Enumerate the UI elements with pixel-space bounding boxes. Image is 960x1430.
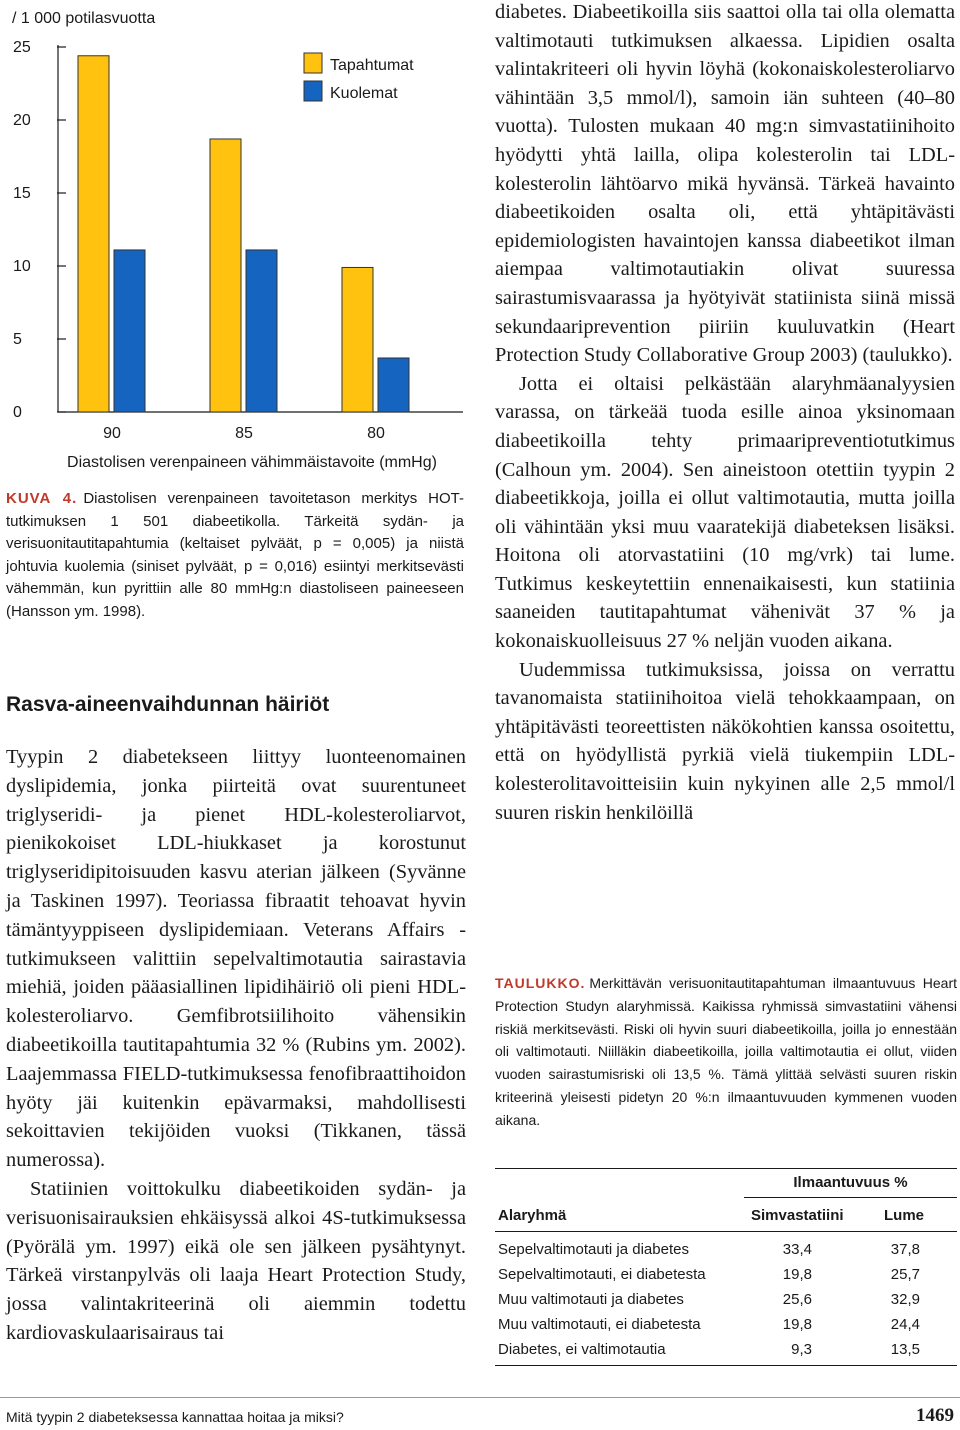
running-footer: Mitä tyypin 2 diabeteksessa kannattaa hoitaa ja miksi? (6, 1409, 344, 1425)
section-heading: Rasva-aineenvaihdunnan häiriöt (6, 693, 330, 716)
y-tick-label: 15 (13, 185, 31, 202)
table-cell-simva: 9,3 (791, 1341, 812, 1358)
bar-kuolemat-80 (378, 358, 409, 412)
bar-tapahtumat-85 (210, 139, 241, 412)
table-group-header: Ilmaantuvuus % (793, 1174, 908, 1191)
chart-unit-label: / 1 000 potilasvuotta (12, 10, 156, 27)
bar-tapahtumat-80 (342, 267, 373, 412)
table-cell-group: Diabetes, ei valtimotautia (498, 1341, 666, 1358)
legend-label-kuolemat: Kuolemat (330, 85, 398, 102)
table-caption (495, 972, 957, 1132)
bar-chart (0, 0, 475, 480)
figure-caption (6, 488, 464, 623)
figure-caption-text: Diastolisen verenpaineen tavoitetason merkitys HOT-tutkimuksen 1 501 diabeetikolla. Tärkeitä sydän- ja verisuonitautitapahtumia (keltaiset pylväät, p = 0,005) ja niistä johtuvia kuolemia (siniset pylväät, p = 0,016) esiintyi merkitsevästi vähemmän, kun pyrittiin alle 80 mmHg:n diastoliseen paineeseen (Hansson ym. 1998). (6, 490, 464, 620)
chart-legend (304, 53, 414, 102)
y-tick-label: 20 (13, 112, 31, 129)
legend-swatch-tapahtumat (304, 53, 322, 73)
x-tick-label: 85 (235, 425, 253, 442)
right-column-body (495, 0, 955, 827)
y-tick-label: 10 (13, 258, 31, 275)
paragraph: Statiinien voittokulku diabeetikoiden sydän- ja verisuonisairauksien ehkäisyssä alkoi 4S-tutkimuksessa (Pyörälä ym. 1997) eikä ole sen jälkeen pysähtynyt. Tärkeä virstanpylväs oli laaja Heart Protection Study, jossa valintakriteerinä oli aiemmin todettu kardiovaskulaarisairaus tai (6, 1177, 466, 1344)
table-cell-group: Muu valtimotauti ja diabetes (498, 1291, 684, 1308)
paragraph: Uudemmissa tutkimuksissa, joissa on verrattu tavanomaista statiinihoitoa vielä tehokkaampaan, on yhtäpitävästi teoreettisten näkökohtien kanssa osoitettu, että on hyödyllistä pyrkiä vielä tiukempiin LDL-kolesterolitavoitteisiin kuin nykyinen alle 2,5 mmol/l suuren riskin henkilöillä (495, 658, 955, 824)
chart-bars (78, 56, 409, 412)
table-label: TAULUKKO. (495, 975, 586, 991)
table-cell-lume: 25,7 (890, 1266, 920, 1283)
bar-kuolemat-90 (114, 250, 145, 412)
paragraph: diabetes. Diabeetikoilla siis saattoi olla tai olla olematta valtimotauti tutkimuksen alkaessa. Lipidien osalta valintakriteeri oli hyvin löyhä (kokonaiskolesteroliarvo vähintään 3,5 mmol/l), samoin iän suhteen (40–80 vuotta). Tulosten mukaan 40 mg:n simvastatiinihoito hyödytti yhtä lailla, olipa kolesterolin tai LDL-kolesterolin lähtöarvo mikä hyvänsä. Tärkeä havainto diabeetikoiden osalta oli, että yhtäpitävästi epidemiologisten havaintojen kanssa diabeetikot ilman aiempaa valtimotautiakin olivat suuressa sairastumisvaarassa ja hyötyivät statiinista siinä missä sekundaariprevention piiriin kuuluvatkin (Heart Protection Study Collaborative Group 2003) (taulukko). (495, 1, 955, 367)
bar-kuolemat-85 (246, 250, 277, 412)
y-tick-label: 5 (13, 331, 22, 348)
footer-rule (0, 1397, 960, 1398)
y-tick-label: 0 (13, 404, 22, 421)
table-top-rule (495, 1168, 957, 1169)
table-cell-lume: 24,4 (890, 1316, 920, 1333)
table-group-rule (744, 1197, 957, 1198)
table-cell-group: Muu valtimotauti, ei diabetesta (498, 1316, 701, 1333)
table-caption-text: Merkittävän verisuonitautitapahtuman ilmaantuvuus Heart Protection Studyn alaryhmissä. Kaikissa ryhmissä simvastatiini vähensi riskiä merkitsevästi. Riski oli hyvin suuri diabeetikoilla, joilla jo ennestään oli valtimotauti. Niilläkin diabeetikoilla, joilla valtimotautia ei ollut, viiden vuoden sairastumisriski oli 13,5 %. Tämä ylittää selvästi suuren riskin kriteerinä yleisesti pidetyn 20 %:n ilmaantuvuuden kymmenen vuoden aikana. (495, 975, 957, 1128)
table-header-rule (495, 1231, 957, 1232)
x-axis-label: Diastolisen verenpaineen vähimmäistavoite (mmHg) (67, 454, 437, 471)
paragraph: Jotta ei oltaisi pelkästään alaryhmäanalyysien varassa, on tärkeää tuoda esille ainoa yksinomaan diabeetikoilla tehty primaaripreventiotutkimus (Calhoun ym. 2004). Sen aineistoon otettiin tyypin 2 diabeetikkoja, joilla ei ollut valtimotautia, mutta joilla oli vähintään yksi muu vaaratekijä diabeteksen lisäksi. Hoitona oli atorvastatiini (10 mg/vrk) tai lume. Tutkimus keskeytettiin ennenaikaisesti, kun statiinia saaneiden tautitapahtumat vähenivät 37 % ja kokonaiskuolleisuus 27 % neljän vuoden aikana. (495, 372, 955, 653)
x-axis-ticks (103, 425, 385, 442)
table-cell-lume: 37,8 (890, 1241, 920, 1258)
legend-label-tapahtumat: Tapahtumat (330, 57, 414, 74)
legend-swatch-kuolemat (304, 81, 322, 101)
table-cell-simva: 19,8 (782, 1266, 812, 1283)
bar-tapahtumat-90 (78, 56, 109, 412)
table-cell-group: Sepelvaltimotauti ja diabetes (498, 1241, 689, 1258)
table-cell-group: Sepelvaltimotauti, ei diabetesta (498, 1266, 706, 1283)
left-column-body (6, 743, 466, 1348)
table-cell-simva: 33,4 (782, 1241, 812, 1258)
x-tick-label: 80 (367, 425, 385, 442)
y-tick-label: 25 (13, 39, 31, 56)
table-cell-simva: 19,8 (782, 1316, 812, 1333)
x-tick-label: 90 (103, 425, 121, 442)
table-header-lume: Lume (884, 1207, 925, 1224)
table-cell-simva: 25,6 (782, 1291, 812, 1308)
paragraph: Tyypin 2 diabetekseen liittyy luonteenomainen dyslipidemia, jonka piirteitä ovat suurentuneet triglyseridi- ja pienet HDL-kolesteroliarvot, pienikokoiset LDL-hiukkaset ja korostunut triglyseridipitoisuuden kasvu aterian jälkeen (Syvänne ja Taskinen 1997). Teoriassa fibraatit tehoavat hyvin tämäntyyppiseen dyslipidemiaan. Veterans Affairs -tutkimukseen valittiin sepelvaltimotautia sairastavia miehiä, joiden pääasiallinen lipidihäiriö oli pieni HDL-kolesteroliarvo. Gemfibrotsiilihoito vähensikin diabeetikoilla tautitapahtumia 32 % (Rubins ym. 2002). Laajemmassa FIELD-tutkimuksessa fenofibraattihoidon hyöty jäi kuitenkin epävarmaksi, mahdollisesti sekoittavien tekijöiden vuoksi (Tikkanen, tässä numerossa). (6, 746, 466, 1172)
table-header-alaryhma: Alaryhmä (498, 1207, 567, 1224)
figure-label: KUVA 4. (6, 490, 78, 507)
table-header-simvastatiini: Simvastatiini (751, 1207, 844, 1224)
table-cell-lume: 13,5 (890, 1341, 920, 1358)
table-cell-lume: 32,9 (890, 1291, 920, 1308)
page-number: 1469 (916, 1405, 954, 1426)
table-bottom-rule (495, 1365, 957, 1366)
